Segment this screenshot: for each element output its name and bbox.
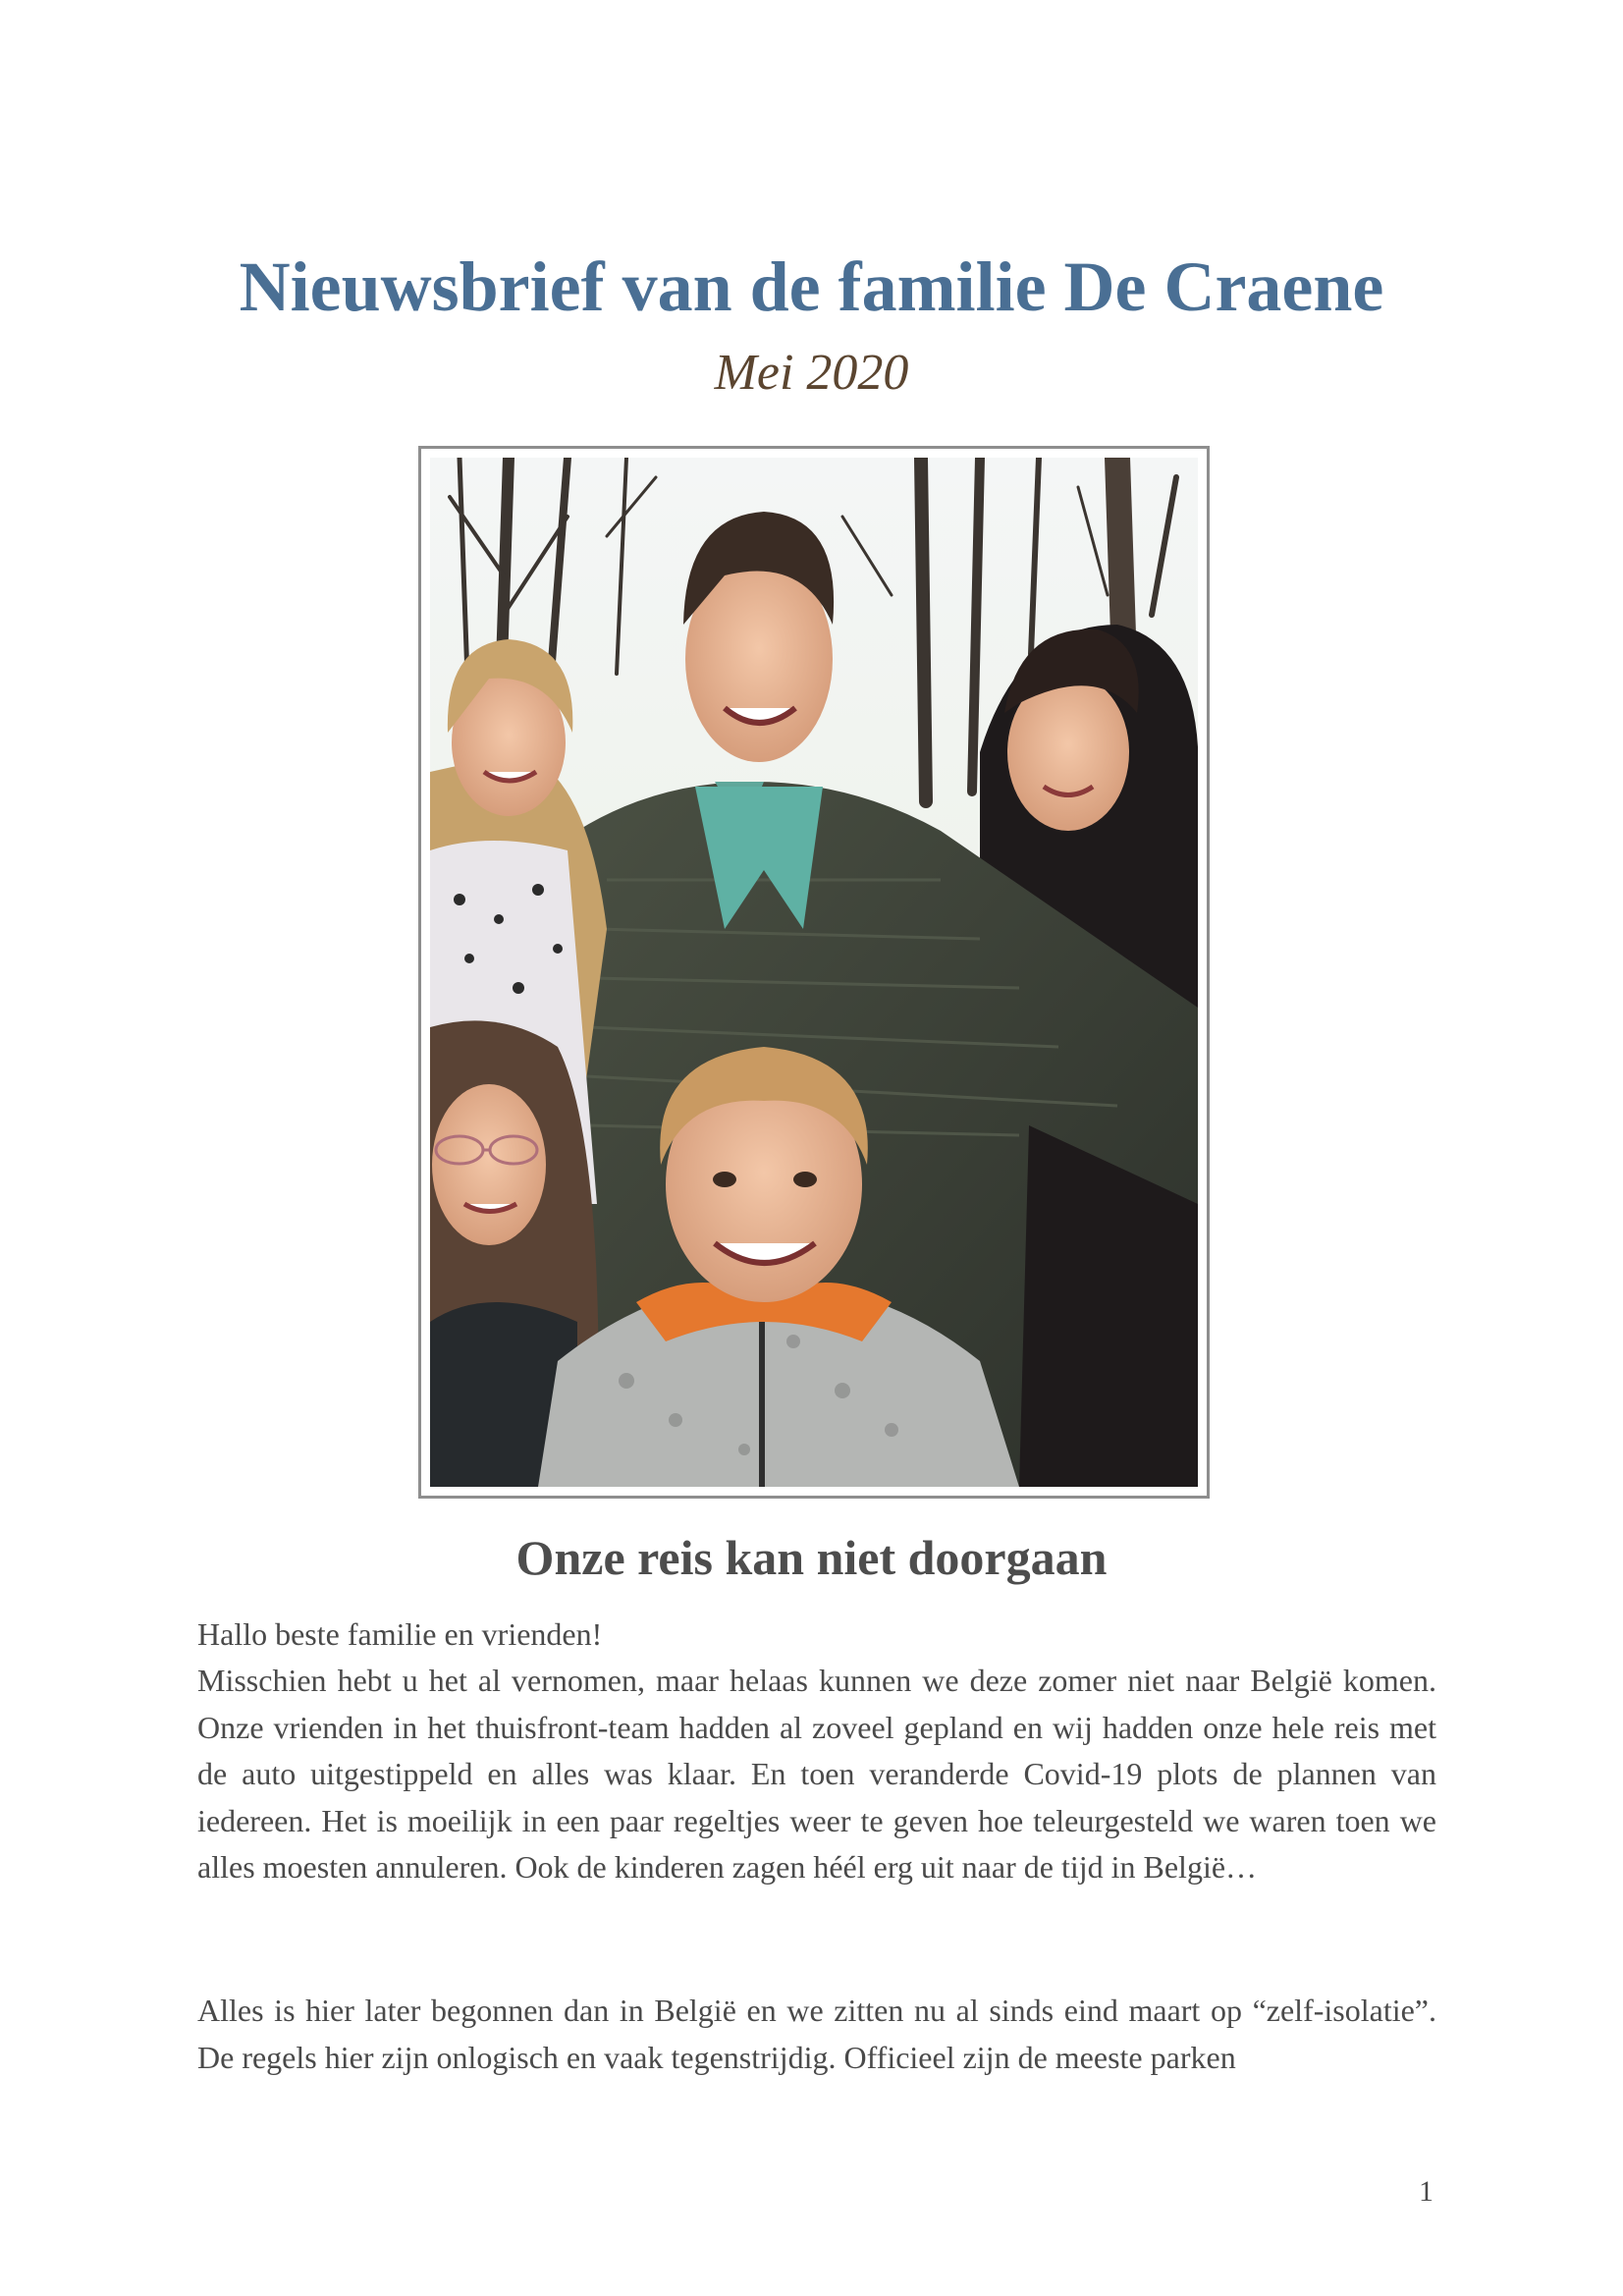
- family-photo-frame: [418, 446, 1210, 1499]
- newsletter-date: Mei 2020: [714, 345, 909, 401]
- family-photo-icon: [430, 458, 1198, 1487]
- article-greeting: Hallo beste familie en vrienden!: [197, 1616, 603, 1652]
- article-heading: Onze reis kan niet doorgaan: [515, 1530, 1108, 1585]
- article-paragraph: Misschien hebt u het al vernomen, maar helaas kunnen we deze zomer niet naar België komen. Onze vrienden in het thuisfront-team hadden al zoveel gepland en wij hadden onze hele reis met de auto uitgestippeld en alles was klaar. En toen veranderde Covid-19 plots de plannen van iedereen. Het is moeilijk in een paar regeltjes weer te geven hoe teleurgesteld we waren toen we alles moesten annuleren. Ook de kinderen zagen héél erg uit naar de tijd in België…: [197, 1663, 1436, 1885]
- page-number: 1: [1419, 2175, 1434, 2208]
- newsletter-title: Nieuwsbrief van de familie De Craene: [239, 247, 1384, 326]
- article-paragraph: Alles is hier later begonnen dan in België en we zitten nu al sinds eind maart op “zelf-isolatie”. De regels hier zijn onlogisch en vaak tegenstrijdig. Officieel zijn de meeste parken: [197, 1993, 1436, 2075]
